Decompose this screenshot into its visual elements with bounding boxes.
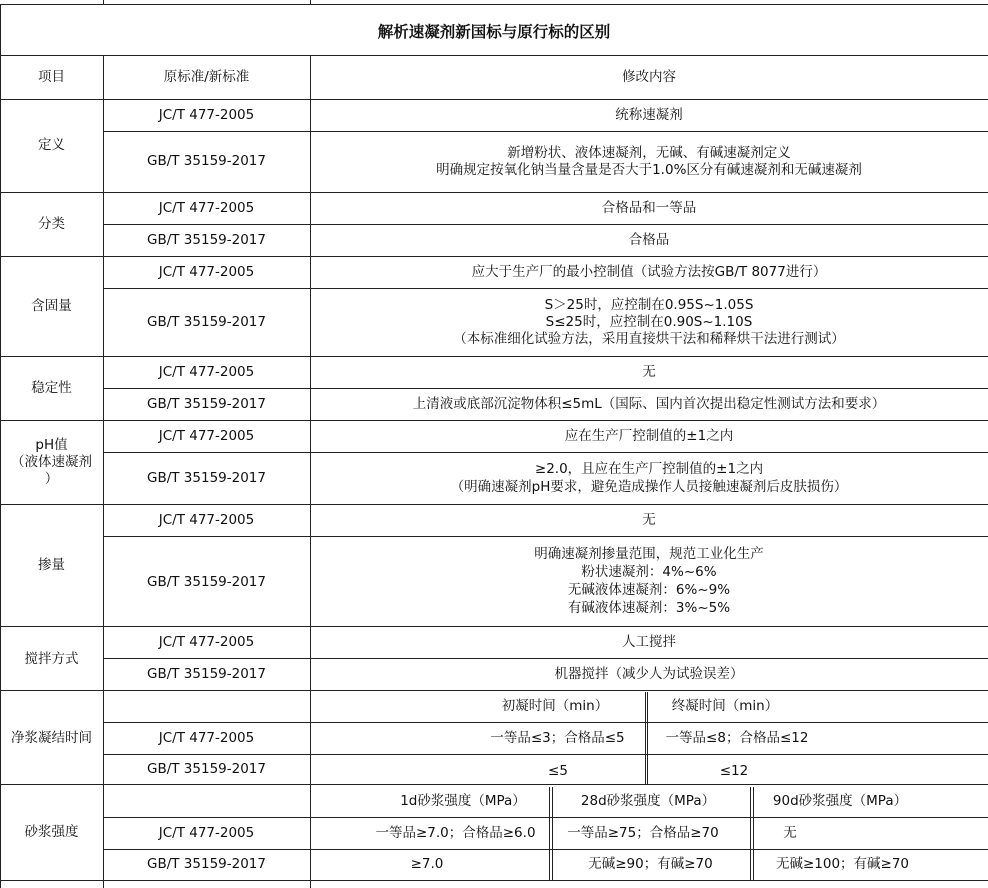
solid-content-new-line3: （本标准细化试验方法，采用直接烘干法和稀释烘干法进行测试） [453, 331, 845, 347]
row-label-ph-line2: （液体速凝剂 [11, 454, 92, 470]
definition-new-line2: 明确规定按氧化钠当量含量是否大于1.0%区分有碱速凝剂和无碱速凝剂 [436, 162, 862, 178]
mortar-header-28d: 28d砂浆强度（MPa） [580, 793, 716, 809]
mortar-header-90d: 90d砂浆强度（MPa） [772, 793, 908, 809]
solid-content-new-line2: S≤25时，应控制在0.90S~1.10S [545, 314, 753, 330]
row-label-ph-line1: pH值 [35, 437, 68, 453]
row-label-mixing: 搅拌方式 [24, 651, 79, 667]
dosage-new-line2: 粉状速凝剂：4%~6% [581, 564, 717, 580]
classification-old: 合格品和一等品 [601, 200, 697, 216]
solid-content-old: 应大于生产厂的最小控制值（试验方法按GB/T 8077进行） [471, 264, 827, 280]
row-label-solid-content: 含固量 [31, 298, 72, 314]
mixing-new: 机器搅拌（减少人为试验误差） [554, 666, 744, 682]
std-old: JC/T 477-2005 [158, 200, 255, 216]
mortar-header-1d: 1d砂浆强度（MPa） [400, 793, 526, 809]
std-new: GB/T 35159-2017 [147, 232, 266, 248]
header-item: 项目 [38, 69, 65, 85]
std-new: GB/T 35159-2017 [147, 761, 266, 777]
std-new: GB/T 35159-2017 [147, 856, 266, 872]
std-new: GB/T 35159-2017 [147, 396, 266, 412]
solid-content-new-line1: S＞25时，应控制在0.95S~1.05S [544, 297, 754, 313]
setting-old-final: 一等品≤8；合格品≤12 [665, 730, 809, 746]
mortar-old-90d: 无 [783, 825, 797, 841]
std-new: GB/T 35159-2017 [147, 574, 266, 590]
row-label-definition: 定义 [38, 137, 65, 153]
row-label-dosage: 掺量 [38, 557, 65, 573]
std-old: JC/T 477-2005 [158, 364, 255, 380]
stability-new: 上清液或底部沉淀物体积≤5mL（国际、国内首次提出稳定性测试方法和要求） [412, 396, 886, 412]
std-new: GB/T 35159-2017 [147, 314, 266, 330]
definition-old: 统称速凝剂 [615, 107, 683, 123]
std-old: JC/T 477-2005 [158, 730, 255, 746]
row-label-ph-line3: ） [44, 471, 59, 487]
header-content: 修改内容 [622, 69, 676, 85]
std-old: JC/T 477-2005 [158, 825, 255, 841]
std-new: GB/T 35159-2017 [147, 666, 266, 682]
row-label-stability: 稳定性 [31, 380, 72, 396]
std-new: GB/T 35159-2017 [147, 153, 266, 169]
classification-new: 合格品 [628, 232, 670, 248]
table-title: 解析速凝剂新国标与原行标的区别 [377, 23, 611, 41]
std-old: JC/T 477-2005 [158, 512, 255, 528]
setting-new-initial: ≤5 [548, 763, 568, 779]
ph-old: 应在生产厂控制值的±1之内 [564, 428, 734, 444]
header-standard: 原标准/新标准 [163, 69, 250, 85]
dosage-old: 无 [642, 512, 656, 528]
definition-new-line1: 新增粉状、液体速凝剂，无碱、有碱速凝剂定义 [507, 145, 791, 161]
row-label-mortar-strength: 砂浆强度 [24, 824, 79, 840]
std-new: GB/T 35159-2017 [147, 470, 266, 486]
mortar-old-28d: 一等品≥75；合格品≥70 [567, 825, 719, 841]
mortar-old-1d: 一等品≥7.0；合格品≥6.0 [375, 825, 536, 841]
mortar-new-90d: 无碱≥100；有碱≥70 [775, 856, 910, 872]
std-old: JC/T 477-2005 [158, 107, 255, 123]
ph-new-line1: ≥2.0，且应在生产厂控制值的±1之内 [534, 461, 764, 477]
std-old: JC/T 477-2005 [158, 264, 255, 280]
std-old: JC/T 477-2005 [158, 428, 255, 444]
std-old: JC/T 477-2005 [158, 634, 255, 650]
mixing-old: 人工搅拌 [622, 634, 676, 650]
mortar-new-1d: ≥7.0 [410, 856, 444, 872]
setting-final-header: 终凝时间（min） [671, 698, 779, 714]
setting-old-initial: 一等品≤3；合格品≤5 [490, 730, 625, 746]
dosage-new-line1: 明确速凝剂掺量范围，规范工业化生产 [534, 546, 764, 562]
row-label-classification: 分类 [38, 216, 65, 232]
mortar-new-28d: 无碱≥90；有碱≥70 [588, 856, 713, 872]
setting-initial-header: 初凝时间（min） [501, 698, 609, 714]
stability-old: 无 [642, 364, 656, 380]
setting-new-final: ≤12 [719, 763, 749, 779]
ph-new-line2: （明确速凝剂pH要求，避免造成操作人员接触速凝剂后皮肤损伤） [450, 479, 848, 495]
dosage-new-line4: 有碱液体速凝剂：3%~5% [567, 600, 731, 616]
dosage-new-line3: 无碱液体速凝剂：6%~9% [567, 582, 731, 598]
row-label-setting-time: 净浆凝结时间 [11, 730, 92, 746]
